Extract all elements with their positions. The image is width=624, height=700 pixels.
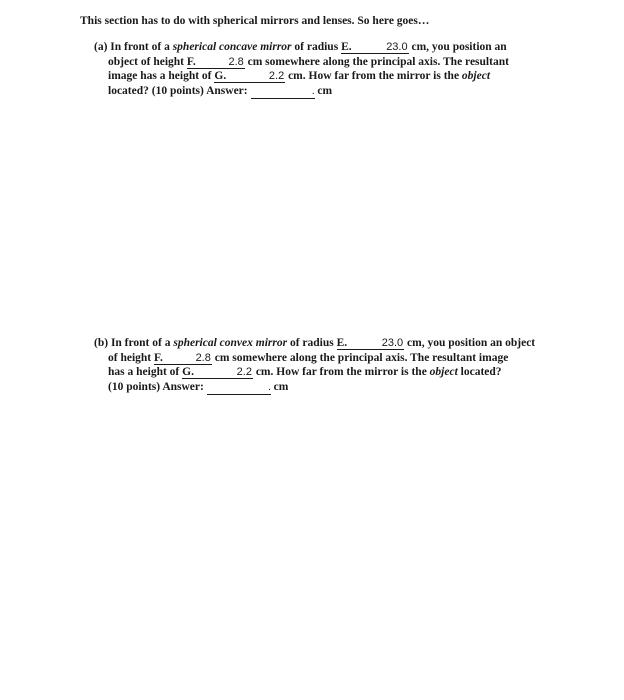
question-a-radius-var: E. [341, 41, 352, 53]
question-a-text: In front of a [110, 41, 170, 53]
question-b-line-4 [94, 380, 564, 395]
question-b-radius-value: 23.0 [381, 337, 404, 349]
question-b-line-1 [94, 336, 564, 351]
question-a-answer-label: Answer: [206, 84, 248, 97]
question-b [94, 336, 564, 395]
question-a-radius-value: 23.0 [386, 41, 408, 53]
question-b-height-value: 2.8 [195, 351, 211, 364]
question-b-line-3 [94, 365, 564, 380]
question-a-line-2 [94, 55, 564, 70]
question-a-height-var: F. [186, 55, 196, 68]
question-a-text: object of height [108, 55, 185, 68]
question-a-text: image has a height of [108, 70, 212, 82]
question-a-image-height-blank [214, 70, 285, 83]
question-a [94, 40, 564, 99]
question-b-radius-var: E. [336, 337, 348, 349]
question-a-mirror-type: spherical concave mirror [172, 41, 292, 53]
question-a-text: of radius [294, 41, 339, 53]
question-b-image-height-blank [182, 366, 253, 379]
question-b-text: cm. How far from the mirror is the [255, 366, 427, 378]
question-a-line-3 [94, 69, 564, 84]
question-b-text: cm somewhere along the principal axis. The resultant image [214, 351, 509, 364]
question-a-height-blank [187, 56, 245, 69]
question-b-text: of radius [289, 337, 334, 349]
question-a-line-1 [94, 40, 564, 55]
question-b-line-2 [94, 351, 564, 366]
question-b-points: (10 points) [108, 380, 161, 393]
question-b-height-blank [154, 352, 212, 365]
question-a-image-height-var: G. [214, 70, 227, 82]
question-b-radius-blank [337, 337, 405, 350]
question-b-image-height-value: 2.2 [236, 366, 252, 378]
question-b-label: (b) [94, 337, 109, 349]
question-b-answer-field[interactable]: . [207, 382, 271, 395]
question-a-radius-blank [341, 41, 409, 54]
section-intro: This section has to do with spherical mirrors and lenses. So here goes… [80, 15, 430, 27]
question-b-answer-unit: cm [273, 380, 289, 393]
question-a-height-value: 2.8 [228, 55, 244, 68]
question-a-object-word: object [461, 70, 491, 82]
question-a-text: cm somewhere along the principal axis. The resultant [247, 55, 509, 68]
question-a-line-4 [94, 84, 564, 99]
question-a-answer-field[interactable]: . [251, 86, 315, 99]
question-b-object-word: object [429, 366, 458, 378]
question-b-mirror-type: spherical convex mirror [173, 337, 288, 349]
question-b-image-height-var: G. [182, 366, 194, 378]
question-b-text: cm, you position an object [407, 337, 536, 349]
question-b-height-var: F. [154, 351, 163, 364]
question-a-image-height-value: 2.2 [268, 70, 285, 82]
question-a-answer-unit: cm [317, 84, 333, 97]
question-a-text: cm, you position an [411, 41, 507, 53]
question-b-text: has a height of [108, 366, 180, 378]
question-b-text: In front of a [110, 337, 171, 349]
question-b-answer-label: Answer: [162, 380, 204, 393]
question-a-text: cm. How far from the mirror is the [288, 70, 460, 82]
question-a-label: (a) [94, 41, 108, 53]
question-b-text: located? [460, 366, 502, 378]
question-a-text: located? (10 points) [108, 84, 204, 97]
question-b-text: of height [108, 351, 152, 364]
